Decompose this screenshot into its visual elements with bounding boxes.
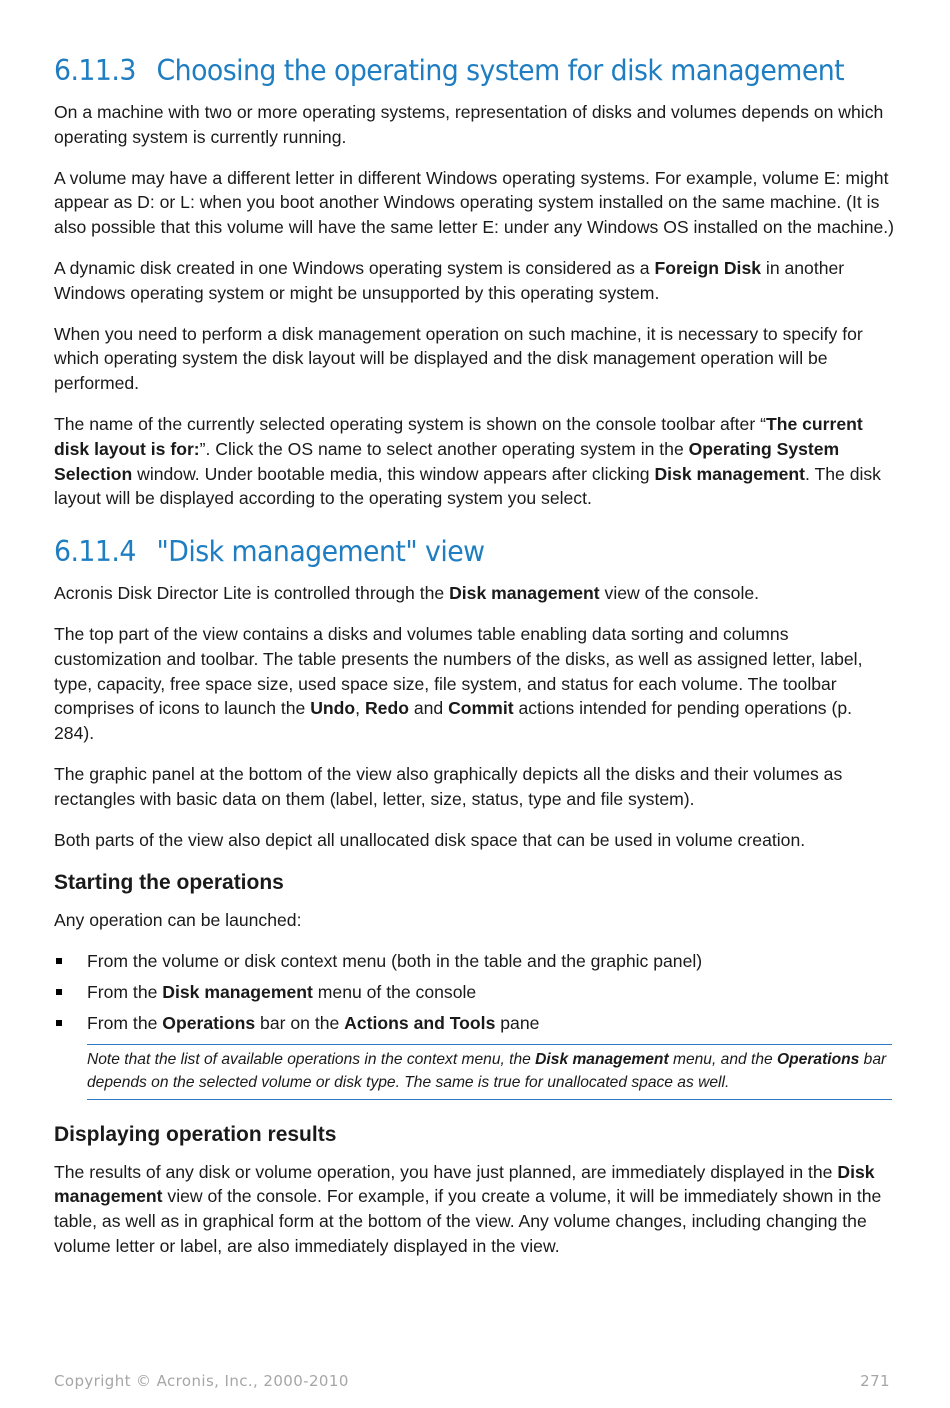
paragraph: Any operation can be launched: bbox=[54, 910, 302, 931]
paragraph: The graphic panel at the bottom of the view also graphically depicts all the disks and their volumes as rectangles with basic data on them (label, letter, size, status, type and file system). bbox=[54, 763, 843, 809]
page-number: 271 bbox=[860, 1372, 890, 1390]
paragraph: When you need to perform a disk management operation on such machine, it is necessary to specify for which operating system the disk layout will be displayed and the disk management operation will be performed. bbox=[54, 323, 863, 394]
page-content bbox=[54, 52, 896, 1275]
list-item: From the Operations bar on the Actions and Tools pane bbox=[54, 1011, 896, 1036]
section-heading-6-11-3 bbox=[54, 52, 845, 90]
section-title: "Disk management" view bbox=[156, 535, 485, 569]
copyright-text: Copyright © Acronis, Inc., 2000-2010 bbox=[54, 1372, 349, 1390]
section-title: Choosing the operating system for disk management bbox=[156, 54, 845, 87]
note-box: Note that the list of available operations in the context menu, the Disk management menu, and the Operations bar depends on the selected volume or disk type. The same is true for unallocated space as well. bbox=[87, 1044, 892, 1100]
bold-term: Undo bbox=[310, 698, 356, 719]
bold-term: Operations bbox=[162, 1012, 256, 1033]
square-bullet-icon bbox=[56, 989, 62, 995]
bullet-list bbox=[54, 949, 896, 1035]
square-bullet-icon bbox=[56, 958, 62, 964]
section-number: 6.11.4 bbox=[54, 535, 136, 569]
page-footer bbox=[54, 1372, 890, 1390]
section-heading-6-11-4 bbox=[54, 533, 845, 571]
section-number: 6.11.3 bbox=[54, 54, 136, 87]
bold-term: Disk management bbox=[449, 583, 600, 604]
paragraph: Both parts of the view also depict all unallocated disk space that can be used in volume creation. bbox=[54, 829, 806, 850]
subheading-starting-operations: Starting the operations bbox=[54, 871, 284, 895]
paragraph: A volume may have a different letter in different Windows operating systems. For example, volume E: might appear as D: or L: when you boot another Windows operating system installed on the same machine. (It is also possible that this volume will have the same letter E: under any Windows OS installed on the machine.) bbox=[54, 167, 895, 238]
bold-term: Disk management bbox=[54, 1161, 875, 1207]
square-bullet-icon bbox=[56, 1020, 62, 1026]
paragraph: On a machine with two or more operating systems, representation of disks and volumes depends on which operating system is currently running. bbox=[54, 102, 884, 147]
bold-term: The current disk layout is for: bbox=[54, 413, 863, 459]
bold-term: Redo bbox=[364, 698, 409, 719]
subheading-displaying-results: Displaying operation results bbox=[54, 1122, 337, 1146]
list-item: From the volume or disk context menu (both in the table and the graphic panel) bbox=[54, 949, 896, 974]
paragraph: A dynamic disk created in one Windows operating system is considered as a Foreign Disk in another Windows operating system or might be unsupported by this operating system. bbox=[54, 257, 845, 303]
bold-term: Disk management bbox=[535, 1050, 669, 1068]
bold-term: Disk management bbox=[162, 981, 313, 1002]
bold-term: Operations bbox=[777, 1050, 860, 1068]
paragraph: Acronis Disk Director Lite is controlled through the Disk management view of the console. bbox=[54, 583, 760, 604]
list-item: From the Disk management menu of the console bbox=[54, 980, 896, 1005]
bold-term: Actions and Tools bbox=[344, 1012, 496, 1033]
bold-term: Operating System Selection bbox=[54, 438, 840, 484]
bold-term: Foreign Disk bbox=[654, 257, 762, 278]
bold-term: Disk management bbox=[654, 463, 806, 484]
paragraph: The name of the currently selected operating system is shown on the console toolbar after “The current disk layout is for:”. Click the OS name to select another operating system in the Operating System Selection window. Under bootable media, this window appears after clicking Disk management. The disk layout will be displayed according to the operating system you select. bbox=[54, 413, 881, 509]
paragraph: The results of any disk or volume operation, you have just planned, are immediately displayed in the Disk management view of the console. For example, if you create a volume, it will be immediately shown in the table, as well as in graphical form at the bottom of the view. Any volume changes, including changing the volume letter or label, are also immediately displayed in the view. bbox=[54, 1161, 882, 1256]
bold-term: Commit bbox=[448, 698, 514, 719]
paragraph: The top part of the view contains a disks and volumes table enabling data sorting and columns customization and toolbar. The table presents the numbers of the disks, as well as assigned letter, label, type, capacity, free space size, used space size, file system, and status for each volume. The toolbar comprises of icons to launch the Undo, Redo and Commit actions intended for pending operations (p. 284). bbox=[54, 623, 863, 744]
